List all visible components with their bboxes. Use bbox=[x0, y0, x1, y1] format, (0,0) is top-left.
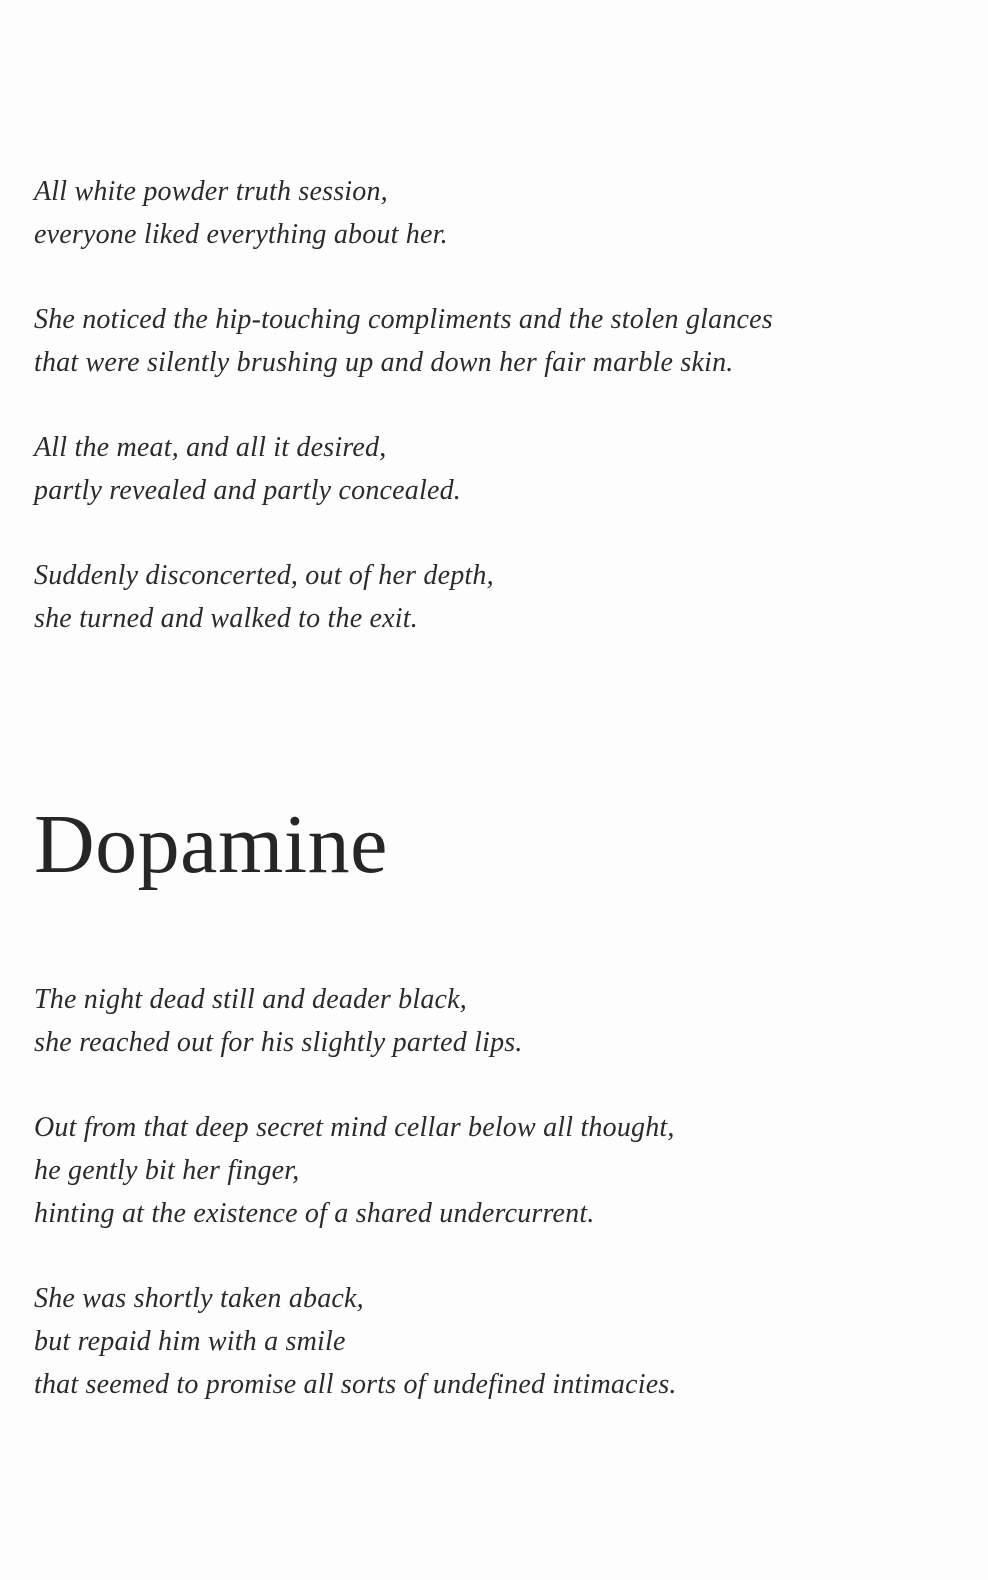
poem-title: Dopamine bbox=[34, 798, 388, 891]
poem-line: but repaid him with a smile bbox=[34, 1326, 346, 1357]
stanza bbox=[34, 554, 954, 640]
poem-line: partly revealed and partly concealed. bbox=[34, 475, 462, 506]
stanza bbox=[34, 298, 954, 384]
poem-one bbox=[34, 170, 954, 682]
poem-line: The night dead still and deader black, bbox=[34, 984, 467, 1015]
poem-line: that seemed to promise all sorts of undefined intimacies. bbox=[34, 1369, 677, 1400]
stanza bbox=[34, 170, 954, 256]
poem-line: that were silently brushing up and down her fair marble skin. bbox=[34, 347, 734, 378]
poem-line: he gently bit her finger, bbox=[34, 1155, 300, 1186]
poem-line: All white powder truth session, bbox=[34, 176, 388, 207]
poem-line: She was shortly taken aback, bbox=[34, 1283, 364, 1314]
poem-line: hinting at the existence of a shared undercurrent. bbox=[34, 1198, 595, 1229]
poem-line: She noticed the hip-touching compliments and the stolen glances bbox=[34, 304, 773, 335]
stanza bbox=[34, 1277, 954, 1406]
poem-line: she turned and walked to the exit. bbox=[34, 603, 418, 634]
poem-line: she reached out for his slightly parted lips. bbox=[34, 1027, 523, 1058]
poem-line: Suddenly disconcerted, out of her depth, bbox=[34, 560, 494, 591]
poem-line: Out from that deep secret mind cellar below all thought, bbox=[34, 1112, 675, 1143]
poem-line: everyone liked everything about her. bbox=[34, 219, 448, 250]
stanza bbox=[34, 1106, 954, 1235]
stanza bbox=[34, 426, 954, 512]
poem-line: All the meat, and all it desired, bbox=[34, 432, 387, 463]
poem-two bbox=[34, 978, 954, 1448]
stanza bbox=[34, 978, 954, 1064]
